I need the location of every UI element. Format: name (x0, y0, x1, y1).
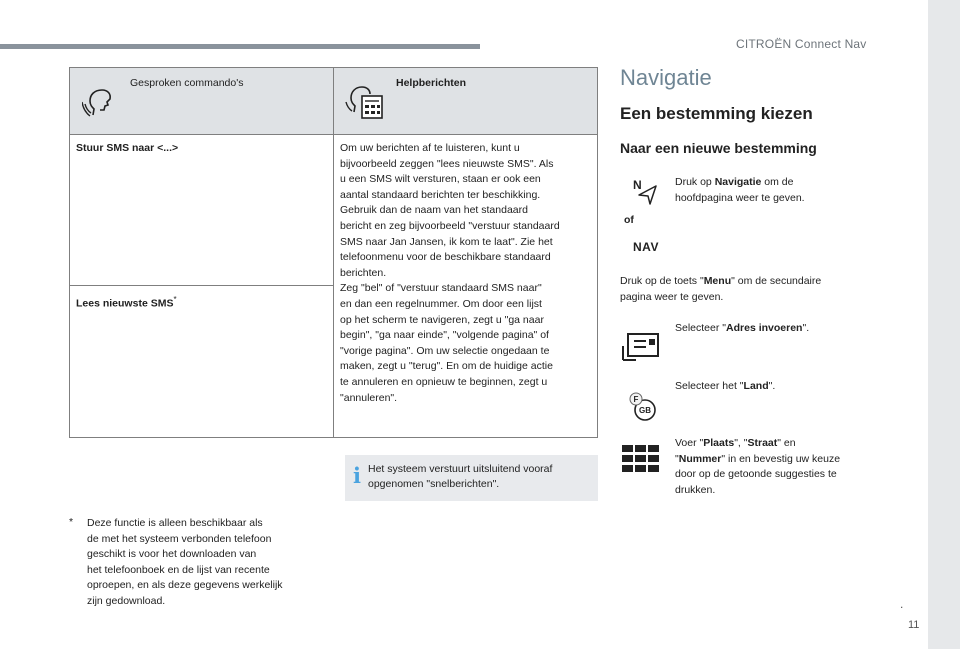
footnote-line: het telefoonboek en de lijst van recente (87, 563, 270, 576)
col-header-commands: Gesproken commando's (130, 77, 244, 89)
footnote-line: de met het systeem verbonden telefoon (87, 532, 272, 545)
footnote-star: * (69, 516, 74, 528)
step4-line4: drukken. (675, 483, 716, 496)
page-side-strip (928, 0, 960, 649)
step3-bold: Land (743, 380, 769, 392)
step-enter-city-street-number (675, 436, 880, 498)
help-line: op het scherm te navigeren, zegt u "ga naar (340, 313, 544, 326)
step3-prefix: Selecteer het " (675, 380, 744, 392)
menu-line2: pagina weer te geven. (620, 290, 724, 303)
help-line: Zeg "bel" of "verstuur standaard SMS naar" (340, 282, 542, 295)
section-title: Navigatie (620, 65, 712, 90)
nav-button-label: NAV (633, 240, 659, 254)
help-line: SMS naar Jan Jansen, ik kom te laat". Zie het (340, 235, 553, 248)
footnote-line: Deze functie is alleen beschikbaar als (87, 517, 263, 529)
info-note-text (368, 462, 593, 492)
info-line: Het systeem verstuurt uitsluitend vooraf (368, 463, 553, 475)
step4-a: Voer " (675, 437, 704, 449)
voice-commands-table (69, 67, 598, 438)
help-line: "vorige pagina". Om uw selectie ongedaan te (340, 344, 550, 357)
step3-suffix: ". (768, 380, 776, 392)
help-line: bijvoorbeeld zeggen "lees nieuwste SMS". Als (340, 157, 554, 170)
step4-b: ", " (734, 437, 748, 449)
step2-bold: Adres invoeren (726, 322, 803, 334)
help-line: Om uw berichten af te luisteren, kunt u (340, 142, 520, 154)
col-header-help: Helpberichten (396, 77, 467, 89)
header-rule (0, 44, 480, 49)
help-messages-icon (344, 82, 384, 122)
subsection-heading: Naar een nieuwe bestemming (620, 140, 817, 156)
step4-e: " in en bevestig uw keuze (721, 452, 841, 465)
step1-prefix: Druk op (675, 176, 715, 188)
navigation-arrow-icon (636, 184, 658, 206)
footnote-text (87, 516, 322, 610)
help-line: aantal standaard berichten ter beschikking. (340, 188, 541, 201)
step2-suffix: ". (802, 322, 810, 334)
footnote-marker: * (173, 295, 177, 304)
help-line: en dan een regelnummer. Om door een lijst (340, 297, 542, 310)
step1-suffix: om de (761, 176, 794, 188)
info-line: opgenomen "snelberichten". (368, 478, 500, 490)
command-read-sms-text: Lees nieuwste SMS (76, 297, 174, 310)
step4-c: " en (777, 437, 796, 449)
address-entry-icon (622, 331, 660, 363)
or-label: of (624, 214, 634, 226)
page-nav-mark: . (900, 597, 904, 611)
table-row-divider (70, 285, 333, 286)
help-line: telefoonmenu voor de beschikbare standaard (340, 251, 551, 264)
info-icon: i (353, 463, 361, 488)
step4-plaats: Plaats (703, 437, 735, 449)
footnote-line: geschikt is voor het downloaden van (87, 548, 257, 561)
step-press-menu (620, 274, 880, 305)
step-press-navigation (675, 175, 875, 206)
table-column-divider (333, 68, 334, 437)
help-line: berichten. (340, 266, 387, 279)
keyboard-grid-icon (621, 444, 661, 474)
step2-prefix: Selecteer " (675, 322, 727, 334)
country-select-icon (628, 392, 658, 422)
help-line: "annuleren". (340, 391, 398, 404)
footnote-line: oproepen, en als deze gegevens werkelijk (87, 579, 283, 592)
step1-line2: hoofdpagina weer te geven. (675, 191, 805, 204)
step4-nummer: Nummer (678, 452, 722, 465)
menu-prefix: Druk op de toets " (620, 275, 704, 287)
step4-d: " (675, 452, 679, 465)
footnote-line: zijn gedownload. (87, 594, 166, 607)
step1-bold: Navigatie (714, 176, 762, 188)
menu-bold: Menu (703, 275, 732, 287)
menu-suffix: " om de secundaire (731, 275, 822, 287)
voice-command-icon (82, 84, 116, 118)
gb-icon-gb: GB (639, 406, 651, 415)
brand-label: CITROËN Connect Nav (736, 37, 867, 51)
help-line: bericht en zeg bijvoorbeeld "verstuur standaard (340, 219, 560, 232)
help-text-block (340, 141, 598, 406)
command-send-sms: Stuur SMS naar <...> (76, 142, 179, 154)
step-enter-address (675, 321, 875, 337)
help-line: te annuleren en opnieuw te beginnen, zegt u (340, 375, 548, 388)
step4-line3: door op de getoonde suggesties te (675, 468, 837, 481)
gb-icon-f: F (633, 395, 639, 404)
page-number: 11 (908, 619, 920, 631)
section-subtitle: Een bestemming kiezen (620, 104, 813, 123)
step4-straat: Straat (747, 437, 778, 449)
command-read-sms (76, 292, 177, 312)
help-line: Gebruik dan de naam van het standaard (340, 204, 528, 217)
help-line: u een SMS wilt versturen, staan er ook een (340, 173, 541, 186)
step-select-country (675, 379, 875, 395)
help-line: maken, zegt u "terug". En om de huidige actie (340, 360, 553, 373)
help-line: begin", "ga naar einde", "volgende pagina" of (340, 329, 549, 342)
north-label: N (633, 178, 642, 192)
